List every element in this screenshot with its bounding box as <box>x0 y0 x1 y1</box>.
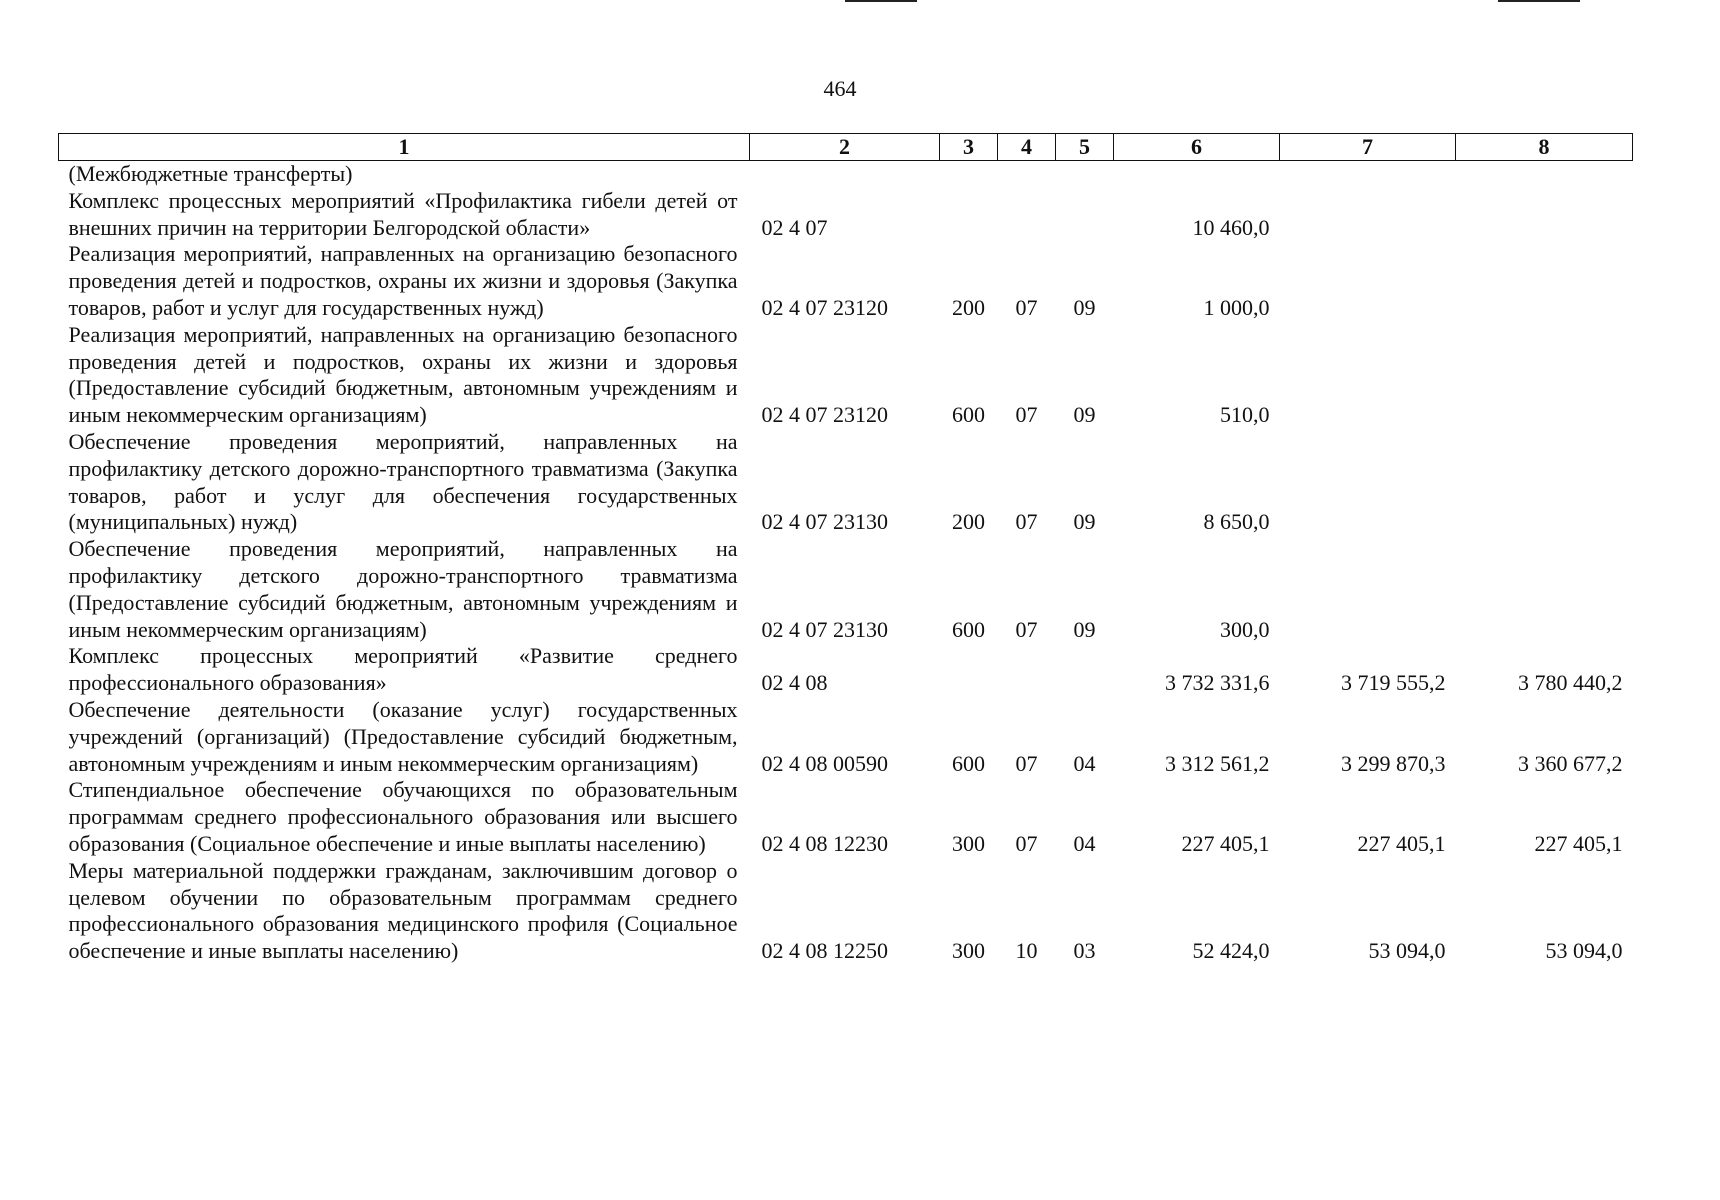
target-article-code: 02 4 08 12230 <box>761 830 888 856</box>
amount-col-8: 53 094,0 <box>1545 938 1623 964</box>
row-description: Обеспечение деятельности (оказание услуг) государственных учреждений (организаций) (Предоставление субсидий бюджетным, автономным учреждениям и иным некоммерческим организациям) <box>68 696 738 776</box>
amount-col-8 <box>1456 536 1633 643</box>
row-description: Комплекс процессных мероприятий «Профилактика гибели детей от внешних причин на территории Белгородской области» <box>68 187 738 240</box>
section-code <box>998 643 1056 697</box>
target-article-code: 02 4 07 23120 <box>761 402 888 428</box>
expense-type-code: 300 <box>952 830 985 856</box>
amount-col-7 <box>1280 241 1456 321</box>
scan-artifact-line <box>1498 0 1580 2</box>
table-row <box>59 643 1633 697</box>
table-row <box>59 161 1633 188</box>
subsection-code <box>1056 188 1114 242</box>
target-article-code: 02 4 07 <box>761 214 828 240</box>
amount-col-7: 3 719 555,2 <box>1341 670 1446 696</box>
section-code: 07 <box>1015 509 1038 535</box>
table-row <box>59 188 1633 242</box>
expense-type-code <box>940 161 998 188</box>
table-row <box>59 697 1633 777</box>
subsection-code: 04 <box>1073 830 1096 856</box>
table-row <box>59 777 1633 857</box>
amount-col-8: 3 780 440,2 <box>1518 670 1623 696</box>
subsection-code <box>1056 643 1114 697</box>
amount-col-6: 510,0 <box>1220 402 1270 428</box>
row-description: Реализация мероприятий, направленных на организацию безопасного проведения детей и подростков, охраны их жизни и здоровья (Предоставление субсидий бюджетным, автономным учреждениям и иным некоммерческим организациям) <box>68 321 738 428</box>
expense-type-code: 600 <box>952 402 985 428</box>
amount-col-7: 53 094,0 <box>1368 938 1446 964</box>
column-number-header <box>59 134 1633 161</box>
target-article-code: 02 4 07 23130 <box>761 509 888 535</box>
row-description: Обеспечение проведения мероприятий, направленных на профилактику детского дорожно-транспортного травматизма (Закупка товаров, работ и услуг для обеспечения государственных (муниципальных) нужд) <box>68 428 738 535</box>
target-article-code: 02 4 08 00590 <box>761 750 888 776</box>
column-header-2: 2 <box>750 134 940 161</box>
column-header-7: 7 <box>1280 134 1456 161</box>
column-header-3: 3 <box>940 134 998 161</box>
subsection-code: 04 <box>1073 750 1096 776</box>
section-code: 07 <box>1015 750 1038 776</box>
amount-col-8 <box>1456 188 1633 242</box>
subsection-code: 09 <box>1073 616 1096 642</box>
column-header-6: 6 <box>1114 134 1280 161</box>
amount-col-7 <box>1280 429 1456 536</box>
row-description: (Межбюджетные трансферты) <box>68 161 353 186</box>
column-header-8: 8 <box>1456 134 1633 161</box>
section-code <box>998 161 1056 188</box>
amount-col-6: 1 000,0 <box>1203 294 1270 320</box>
row-description: Стипендиальное обеспечение обучающихся по образовательным программам среднего профессионального образования или высшего образования (Социальное обеспечение и иные выплаты населению) <box>68 777 738 856</box>
table-row <box>59 858 1633 965</box>
section-code: 07 <box>1015 402 1038 428</box>
amount-col-8 <box>1456 241 1633 321</box>
amount-col-8 <box>1456 429 1633 536</box>
target-article-code: 02 4 07 23120 <box>761 294 888 320</box>
expense-type-code: 300 <box>952 938 985 964</box>
section-code <box>998 188 1056 242</box>
expense-type-code: 600 <box>952 750 985 776</box>
target-article-code <box>750 161 940 188</box>
subsection-code: 09 <box>1073 294 1096 320</box>
section-code: 07 <box>1015 830 1038 856</box>
column-header-1: 1 <box>59 134 750 161</box>
amount-col-6: 3 732 331,6 <box>1165 670 1270 696</box>
amount-col-6: 8 650,0 <box>1203 509 1270 535</box>
target-article-code: 02 4 08 12250 <box>761 938 888 964</box>
budget-table <box>58 133 1633 965</box>
amount-col-8: 3 360 677,2 <box>1518 750 1623 776</box>
target-article-code: 02 4 08 <box>761 670 828 696</box>
amount-col-7 <box>1280 161 1456 188</box>
amount-col-7 <box>1280 536 1456 643</box>
section-code: 10 <box>1015 938 1038 964</box>
subsection-code: 09 <box>1073 402 1096 428</box>
amount-col-6 <box>1114 161 1280 188</box>
row-description: Меры материальной поддержки гражданам, заключившим договор о целевом обучении по образовательным программам среднего профессионального образования медицинского профиля (Социальное обеспечение и иные выплаты населению) <box>68 857 738 964</box>
amount-col-7: 227 405,1 <box>1357 830 1446 856</box>
expense-type-code <box>940 643 998 697</box>
page-number: 464 <box>823 76 857 101</box>
scan-artifact-line <box>845 0 917 2</box>
amount-col-7 <box>1280 322 1456 429</box>
amount-col-8 <box>1456 322 1633 429</box>
column-header-4: 4 <box>998 134 1056 161</box>
amount-col-8: 227 405,1 <box>1534 830 1623 856</box>
amount-col-6: 52 424,0 <box>1192 938 1270 964</box>
table-row <box>59 241 1633 321</box>
amount-col-6: 227 405,1 <box>1181 830 1270 856</box>
subsection-code <box>1056 161 1114 188</box>
amount-col-6: 300,0 <box>1220 616 1270 642</box>
table-row <box>59 536 1633 643</box>
expense-type-code: 600 <box>952 616 985 642</box>
row-description: Реализация мероприятий, направленных на организацию безопасного проведения детей и подростков, охраны их жизни и здоровья (Закупка товаров, работ и услуг для государственных нужд) <box>68 241 738 320</box>
table-row <box>59 322 1633 429</box>
amount-col-7: 3 299 870,3 <box>1341 750 1446 776</box>
row-description: Обеспечение проведения мероприятий, направленных на профилактику детского дорожно-транспортного травматизма (Предоставление субсидий бюджетным, автономным учреждениям и иным некоммерческим организациям) <box>68 536 738 642</box>
expense-type-code: 200 <box>952 294 985 320</box>
column-header-5: 5 <box>1056 134 1114 161</box>
amount-col-8 <box>1456 161 1633 188</box>
amount-col-6: 10 460,0 <box>1192 214 1270 240</box>
row-description: Комплекс процессных мероприятий «Развитие среднего профессионального образования» <box>68 643 738 696</box>
subsection-code: 09 <box>1073 509 1096 535</box>
amount-col-6: 3 312 561,2 <box>1165 750 1270 776</box>
amount-col-7 <box>1280 188 1456 242</box>
expense-type-code <box>940 188 998 242</box>
target-article-code: 02 4 07 23130 <box>761 616 888 642</box>
table-row <box>59 429 1633 536</box>
section-code: 07 <box>1015 294 1038 320</box>
expense-type-code: 200 <box>952 509 985 535</box>
section-code: 07 <box>1015 616 1038 642</box>
subsection-code: 03 <box>1073 938 1096 964</box>
